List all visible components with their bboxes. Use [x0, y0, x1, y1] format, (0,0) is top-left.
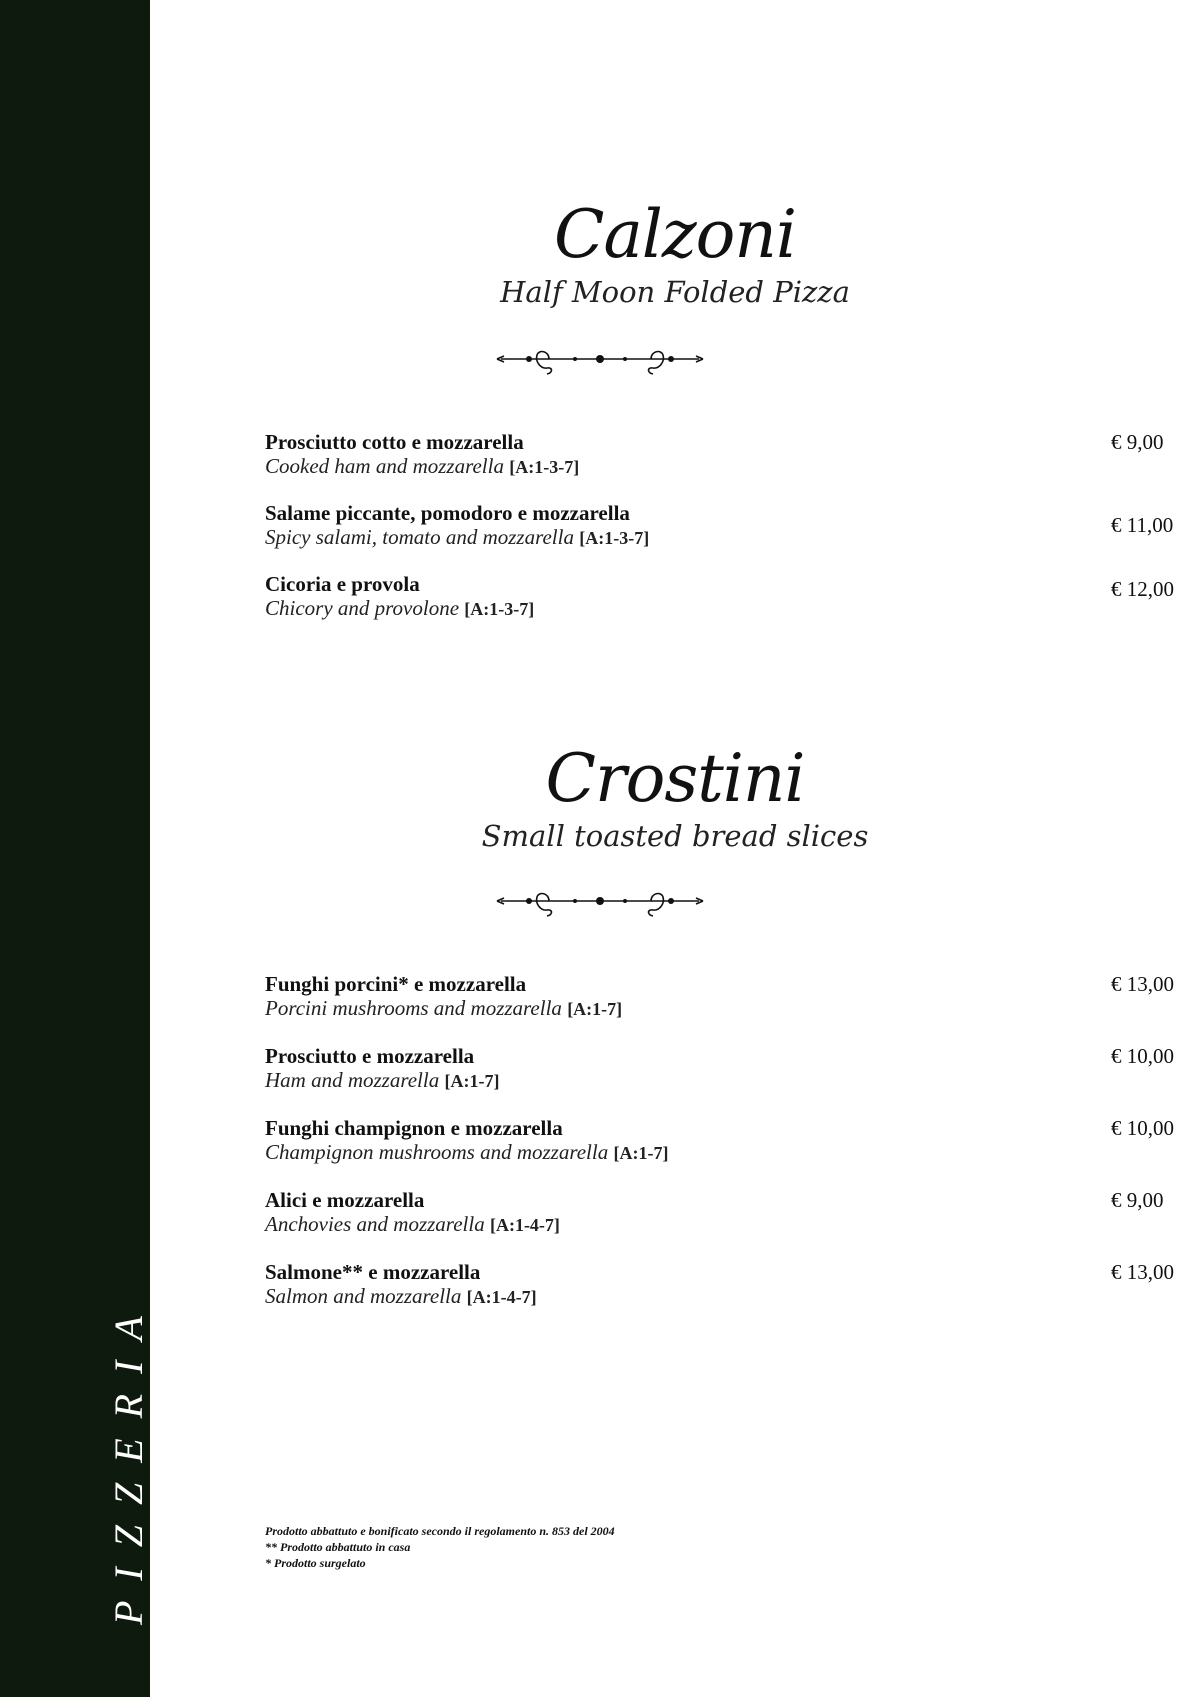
- scroll-ornament-icon: [495, 342, 705, 376]
- item-desc-text: Spicy salami, tomato and mozzarella: [265, 525, 574, 549]
- item-allergens: [A:1-3-7]: [509, 457, 580, 477]
- sidebar-label: PIZZERIA: [106, 1296, 151, 1625]
- section-subtitle: Small toasted bread slices: [481, 819, 869, 853]
- footnote: ** Prodotto abbattuto in casa: [265, 1540, 411, 1554]
- menu-item: [265, 972, 1174, 1024]
- item-allergens: [A:1-3-7]: [464, 599, 535, 619]
- item-desc-text: Cooked ham and mozzarella: [265, 454, 504, 478]
- item-description: [265, 1212, 560, 1237]
- section-title: Crostini: [545, 740, 805, 817]
- item-desc-text: Anchovies and mozzarella: [265, 1212, 485, 1236]
- menu-item: [265, 501, 1174, 553]
- item-allergens: [A:1-4-7]: [489, 1215, 560, 1235]
- section-subtitle: Half Moon Folded Pizza: [500, 275, 850, 309]
- item-price: € 10,00: [1111, 1044, 1174, 1068]
- item-allergens: [A:1-7]: [444, 1071, 500, 1091]
- item-description: [265, 525, 649, 550]
- menu-item: [265, 572, 1174, 624]
- item-desc-text: Chicory and provolone: [265, 596, 460, 620]
- item-name: Prosciutto e mozzarella: [265, 1044, 475, 1068]
- item-desc-text: Porcini mushrooms and mozzarella: [265, 996, 562, 1020]
- item-allergens: [A:1-7]: [567, 999, 623, 1019]
- menu-item: [265, 1260, 1174, 1312]
- item-name: Prosciutto cotto e mozzarella: [265, 430, 524, 454]
- item-description: [265, 1284, 537, 1309]
- item-allergens: [A:1-7]: [613, 1143, 669, 1163]
- item-name: Funghi porcini* e mozzarella: [265, 972, 527, 996]
- item-name: Cicoria e provola: [265, 572, 420, 596]
- item-allergens: [A:1-3-7]: [579, 528, 650, 548]
- item-name: Salmone** e mozzarella: [265, 1260, 481, 1284]
- item-description: [265, 454, 579, 479]
- item-price: € 13,00: [1111, 972, 1174, 996]
- sidebar: [0, 0, 150, 1697]
- item-description: [265, 996, 622, 1021]
- item-description: [265, 596, 534, 621]
- item-price: € 9,00: [1111, 430, 1164, 454]
- item-desc-text: Salmon and mozzarella: [265, 1284, 462, 1308]
- menu-item: [265, 1044, 1174, 1096]
- item-description: [265, 1068, 499, 1093]
- footnote: Prodotto abbattuto e bonificato secondo il regolamento n. 853 del 2004: [265, 1524, 615, 1538]
- item-price: € 13,00: [1111, 1260, 1174, 1284]
- item-price: € 9,00: [1111, 1188, 1164, 1212]
- item-desc-text: Ham and mozzarella: [265, 1068, 440, 1092]
- menu-item: [265, 430, 1164, 482]
- item-allergens: [A:1-4-7]: [466, 1287, 537, 1307]
- menu-item: [265, 1116, 1174, 1168]
- item-name: Salame piccante, pomodoro e mozzarella: [265, 501, 630, 525]
- footnotes: [265, 1523, 615, 1571]
- item-name: Funghi champignon e mozzarella: [265, 1116, 563, 1140]
- footnote: * Prodotto surgelato: [265, 1556, 366, 1570]
- scroll-ornament-icon: [495, 884, 705, 918]
- section-title: Calzoni: [553, 196, 797, 273]
- menu-item: [265, 1188, 1164, 1240]
- item-price: € 12,00: [1111, 577, 1174, 601]
- item-price: € 11,00: [1111, 513, 1174, 537]
- item-name: Alici e mozzarella: [265, 1188, 425, 1212]
- item-price: € 10,00: [1111, 1116, 1174, 1140]
- item-desc-text: Champignon mushrooms and mozzarella: [265, 1140, 609, 1164]
- item-description: [265, 1140, 668, 1165]
